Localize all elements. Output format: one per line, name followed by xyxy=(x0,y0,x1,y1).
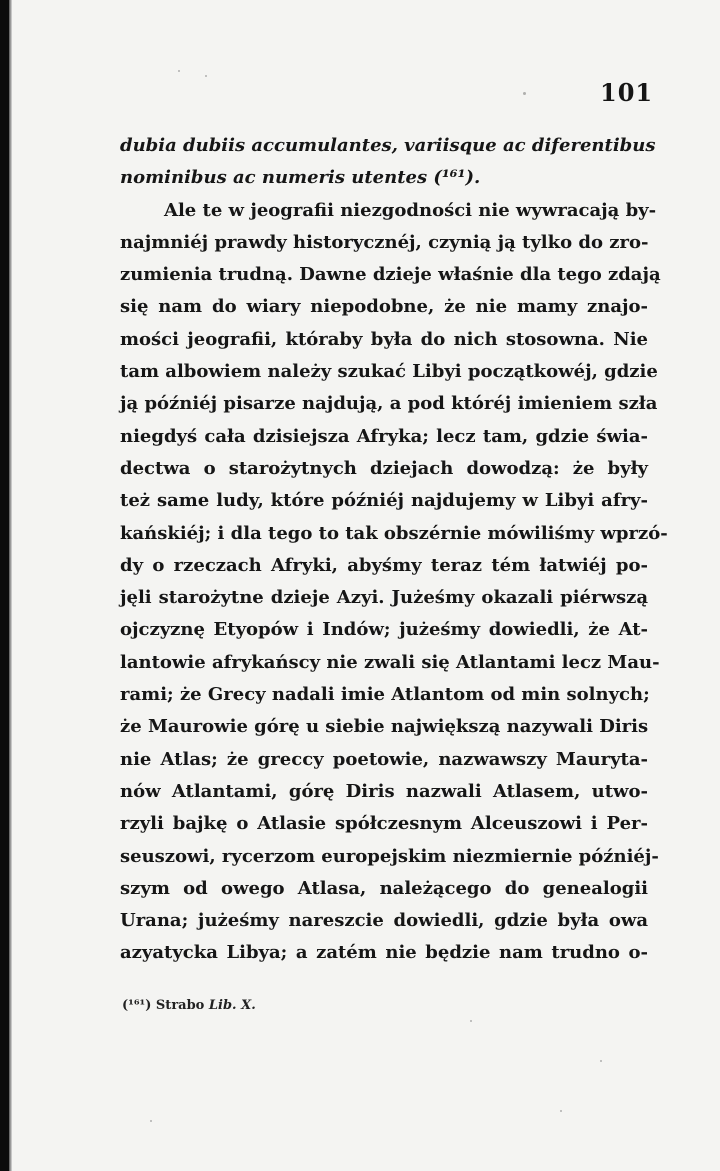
paragraph-line: tam albowiem należy szukać Libyi początkowéj, gdzie xyxy=(120,361,658,383)
paragraph-line: ojczyznę Etyopów i Indów; jużeśmy dowiedli, że At- xyxy=(120,619,648,641)
footnote-source: Strabo xyxy=(155,998,205,1013)
paragraph-line: najmniéj prawdy historycznéj, czynią ją tylko do zro- xyxy=(120,231,649,253)
paragraph-line: azyatycka Libya; a zatém nie będzie nam trudno o- xyxy=(120,942,648,964)
scan-speck xyxy=(150,1120,152,1122)
footnote-reference: Lib. X. xyxy=(208,998,256,1013)
paragraph-line: rami; że Grecy nadali imie Atlantom od min solnych; xyxy=(120,684,650,706)
paragraph-line: mości jeografii, któraby była do nich stosowna. Nie xyxy=(120,328,648,350)
page-body xyxy=(120,130,668,970)
paragraph-line: kańskiéj; i dla tego to tak obszérnie mówiliśmy wprzó- xyxy=(120,522,668,544)
scan-speck xyxy=(205,75,207,77)
footnote-marker: (¹⁶¹) xyxy=(122,998,152,1013)
paragraph-line: dectwa o starożytnych dziejach dowodzą: że były xyxy=(120,457,648,479)
footnote xyxy=(122,998,256,1013)
book-gutter xyxy=(9,0,12,1171)
book-spine-shadow xyxy=(0,0,9,1171)
scan-speck xyxy=(560,1110,562,1112)
paragraph-line: Urana; jużeśmy nareszcie dowiedli, gdzie była owa xyxy=(120,910,648,932)
paragraph-line: też same ludy, które późniéj najdujemy w Libyi afry- xyxy=(120,490,648,512)
paragraph-line: Ale te w jeografii niezgodności nie wywracają by- xyxy=(164,199,657,221)
paragraph-line: ją późniéj pisarze najdują, a pod któréj imieniem szła xyxy=(120,393,658,415)
paragraph-line: seuszowi, rycerzom europejskim niezmiernie późniéj- xyxy=(120,845,659,867)
paragraph-line: szym od owego Atlasa, należącego do genealogii xyxy=(120,877,648,899)
paragraph-line: zumienia trudną. Dawne dzieje właśnie dla tego zdają xyxy=(120,264,661,286)
paragraph-line: rzyli bajkę o Atlasie spółczesnym Alceuszowi i Per- xyxy=(120,813,648,835)
paragraph-line: się nam do wiary niepodobne, że nie mamy znajo- xyxy=(120,296,648,318)
intro-line: dubia dubiis accumulantes, variisque ac diferentibus xyxy=(120,135,656,156)
paragraph-line: nów Atlantami, górę Diris nazwali Atlasem, utwo- xyxy=(120,780,648,802)
paragraph-line: lantowie afrykańscy nie zwali się Atlantami lecz Mau- xyxy=(120,651,660,673)
intro-line: nominibus ac numeris utentes (¹⁶¹). xyxy=(120,167,481,189)
paragraph-line: niegdyś cała dzisiejsza Afryka; lecz tam, gdzie świa- xyxy=(120,425,648,447)
scan-speck xyxy=(600,1060,602,1062)
scan-speck xyxy=(523,92,526,95)
paragraph-line: że Maurowie górę u siebie największą nazywali Diris xyxy=(120,716,649,738)
scan-speck xyxy=(178,70,180,72)
scan-speck xyxy=(470,1020,472,1022)
paragraph-line: jęli starożytne dzieje Azyi. Jużeśmy okazali piérwszą xyxy=(120,587,648,609)
paragraph-line: dy o rzeczach Afryki, abyśmy teraz tém łatwiéj po- xyxy=(120,554,648,576)
page-number: 101 xyxy=(600,78,654,107)
paragraph-line: nie Atlas; że greccy poetowie, nazwawszy Maur‌yta- xyxy=(120,748,648,770)
